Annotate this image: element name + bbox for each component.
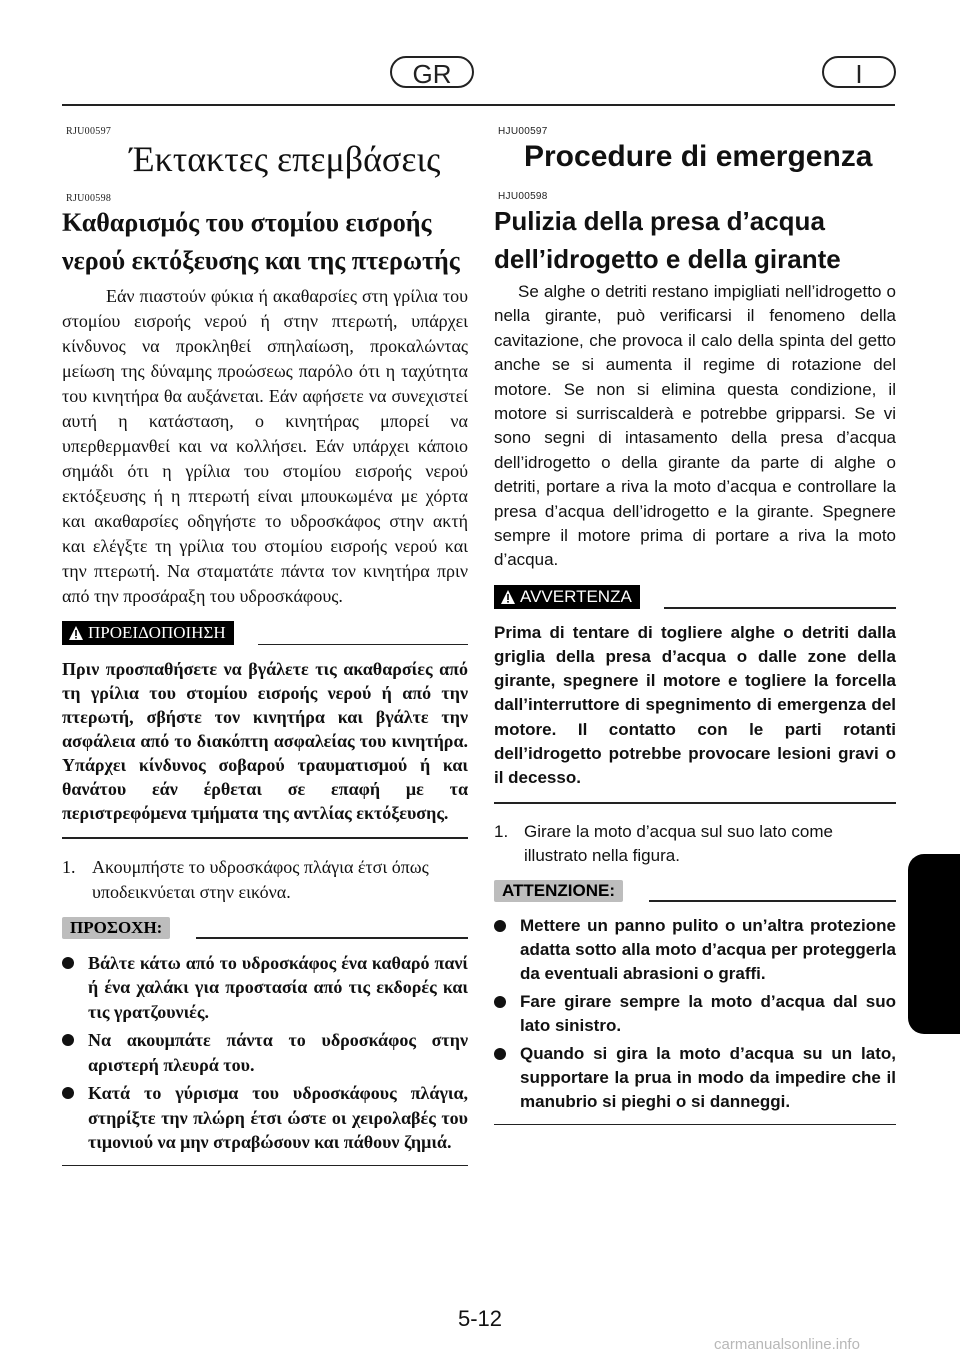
bullet-icon — [494, 1048, 506, 1060]
chapter-tab — [908, 854, 960, 1034]
step-number: 1. — [62, 856, 76, 877]
bullet-icon — [62, 1034, 74, 1046]
caution-badge: ΠΡΟΣΟΧΗ: — [62, 917, 170, 939]
caution-header — [494, 880, 896, 902]
subsection-code: HJU00598 — [498, 191, 548, 202]
language-badge-i: I — [822, 56, 896, 88]
caution-rule — [649, 900, 896, 902]
warning-text: Prima di tentare di togliere alghe o detriti dalla griglia della presa d’acqua o dalle zone della girante, spegnere il motore e togliere la forcella dall’interruttore di spegnimento di emergenza del motore. Il contatto con le parti rotanti dell’idrogetto potrebbe provocare lesioni gravi o il decesso. — [494, 622, 896, 788]
list-item: Κατά το γύρισμα του υδροσκάφους πλάγια, στηρίξτε την πλώρη έτσι ώστε οι χειρολαβές του τιμονιού να μην στραβώσουν και πάθουν ζημιά. — [62, 1081, 468, 1155]
caution-badge: ATTENZIONE: — [494, 880, 623, 902]
caution-list — [494, 914, 896, 1114]
bullet-icon — [494, 996, 506, 1008]
bullet-icon — [62, 957, 74, 969]
page-number: 5-12 — [457, 1306, 503, 1331]
body-paragraph: Εάν πιαστούν φύκια ή ακαθαρσίες στη γρίλια του στομίου εισροής νερού ή στην πτερωτή, υπάρχει κίνδυνος να προκληθεί σπηλαίωση, προκαλώντας μείωση της δύναμης προώσεως παρόλο ότι η ταχύτητα του κινητήρα θα αυξάνεται. Εάν αφήσετε να συνεχιστεί αυτή η κατάσταση, ο κινητήρας μπορεί να υπερθερμανθεί και να κολλήσει. Εάν υπάρχει κάποιο σημάδι ότι η γρίλια του στομίου εισροής νερού εκτόξευσης ή η πτερωτή είναι μπουκωμένα με χόρτα και ακαθαρσίες οδηγήστε το υδροσκάφος στην ακτή και ελέγξτε τη γρίλια του στομίου εισροής νερού και την πτερωτή. Να σταματάτε πάντα τον κινητήρα πριν από την προσάραξη του υδροσκάφους. — [62, 286, 468, 606]
italian-column — [494, 120, 896, 1125]
section-code: RJU00597 — [66, 126, 112, 137]
warning-end-rule — [494, 802, 896, 804]
warning-header — [62, 621, 468, 645]
language-badge-gr: GR — [390, 56, 474, 88]
list-item: Quando si gira la moto d’acqua su un lato, supportare la prua in modo da impedire che il manubrio si pieghi o si danneggi. — [494, 1042, 896, 1114]
caution-end-rule — [62, 1165, 468, 1167]
bullet-icon — [494, 920, 506, 932]
section-title: Procedure di emergenza — [524, 140, 873, 173]
warning-rule — [258, 644, 468, 646]
warning-triangle-icon — [500, 589, 516, 605]
warning-text: Πριν προσπαθήσετε να βγάλετε τις ακαθαρσίες από τη γρίλια του στομίου εισροής νερού ή από την πτερωτή, σβήστε τον κινητήρα και βγάλτε την ασφάλεια από το διακόπτη ασφαλείας του κινητήρα. Υπάρχει κίνδυνος σοβαρού τραυματισμού ή και θανάτου εάν έρθεται σε επαφή με τα περιστρεφόμενα τμήματα της αντλίας εκτόξευσης. — [62, 659, 468, 823]
step-text: Ακουμπήστε το υδροσκάφος πλάγια έτσι όπως υποδεικνύεται στην εικόνα. — [92, 856, 429, 902]
list-item: Mettere un panno pulito o un’altra protezione adatta sotto alla moto d’acqua per proteggerla da eventuali abrasioni o graffi. — [494, 914, 896, 986]
warning-badge — [62, 621, 234, 645]
list-item: Βάλτε κάτω από το υδροσκάφος ένα καθαρό πανί ή ένα χαλάκι για προστασία από τις εκδορές και τις γρατζουνιές. — [62, 951, 468, 1025]
watermark: carmanualsonline.info — [714, 1336, 860, 1353]
caution-header — [62, 917, 468, 939]
section-title: Έκτακτες επεμβάσεις — [129, 139, 441, 179]
bullet-icon — [62, 1087, 74, 1099]
subsection-code: RJU00598 — [66, 193, 112, 204]
greek-column — [62, 120, 468, 1166]
warning-triangle-icon — [68, 625, 84, 641]
caution-list — [62, 951, 468, 1155]
warning-label: ΠΡΟΕΙΔΟΠΟΙΗΣΗ — [88, 623, 226, 642]
header-rule — [62, 104, 895, 106]
caution-end-rule — [494, 1124, 896, 1126]
list-item: Fare girare sempre la moto d’acqua dal suo lato sinistro. — [494, 990, 896, 1038]
warning-badge — [494, 585, 640, 609]
step-text: Girare la moto d’acqua sul suo lato come illustrato nella figura. — [524, 821, 833, 865]
caution-rule — [196, 937, 468, 939]
step-1 — [62, 855, 468, 905]
subsection-title: Pulizia della presa d’acqua dell’idrogetto e della girante — [494, 206, 841, 274]
subsection-title: Καθαρισμός του στομίου εισροής νερού εκτόξευσης και της πτερωτής — [62, 208, 460, 275]
warning-label: AVVERTENZA — [520, 586, 632, 606]
body-paragraph: Se alghe o detriti restano impigliati nell’idrogetto o nella girante, può verificarsi il fenomeno della cavitazione, che provoca il calo della spinta del getto anche se si aumenta il regime di rotazione del motore. Se non si elimina questa condizione, il motore si surriscalderà e potrebbe gripparsi. Se vi sono segni di intasamento della presa d’acqua dell’idrogetto o della girante da parte di alghe o detriti, portare a riva la moto d’acqua e controllare la presa d’acqua dell’idrogetto e la girante. Spegnere sempre il motore prima di portare a riva la moto d’acqua. — [494, 282, 896, 570]
step-1 — [494, 820, 896, 868]
list-item: Να ακουμπάτε πάντα το υδροσκάφος στην αριστερή πλευρά του. — [62, 1028, 468, 1077]
warning-header — [494, 585, 896, 609]
section-code: HJU00597 — [498, 126, 548, 137]
warning-end-rule — [62, 837, 468, 839]
step-number: 1. — [494, 821, 509, 841]
warning-rule — [664, 607, 896, 609]
